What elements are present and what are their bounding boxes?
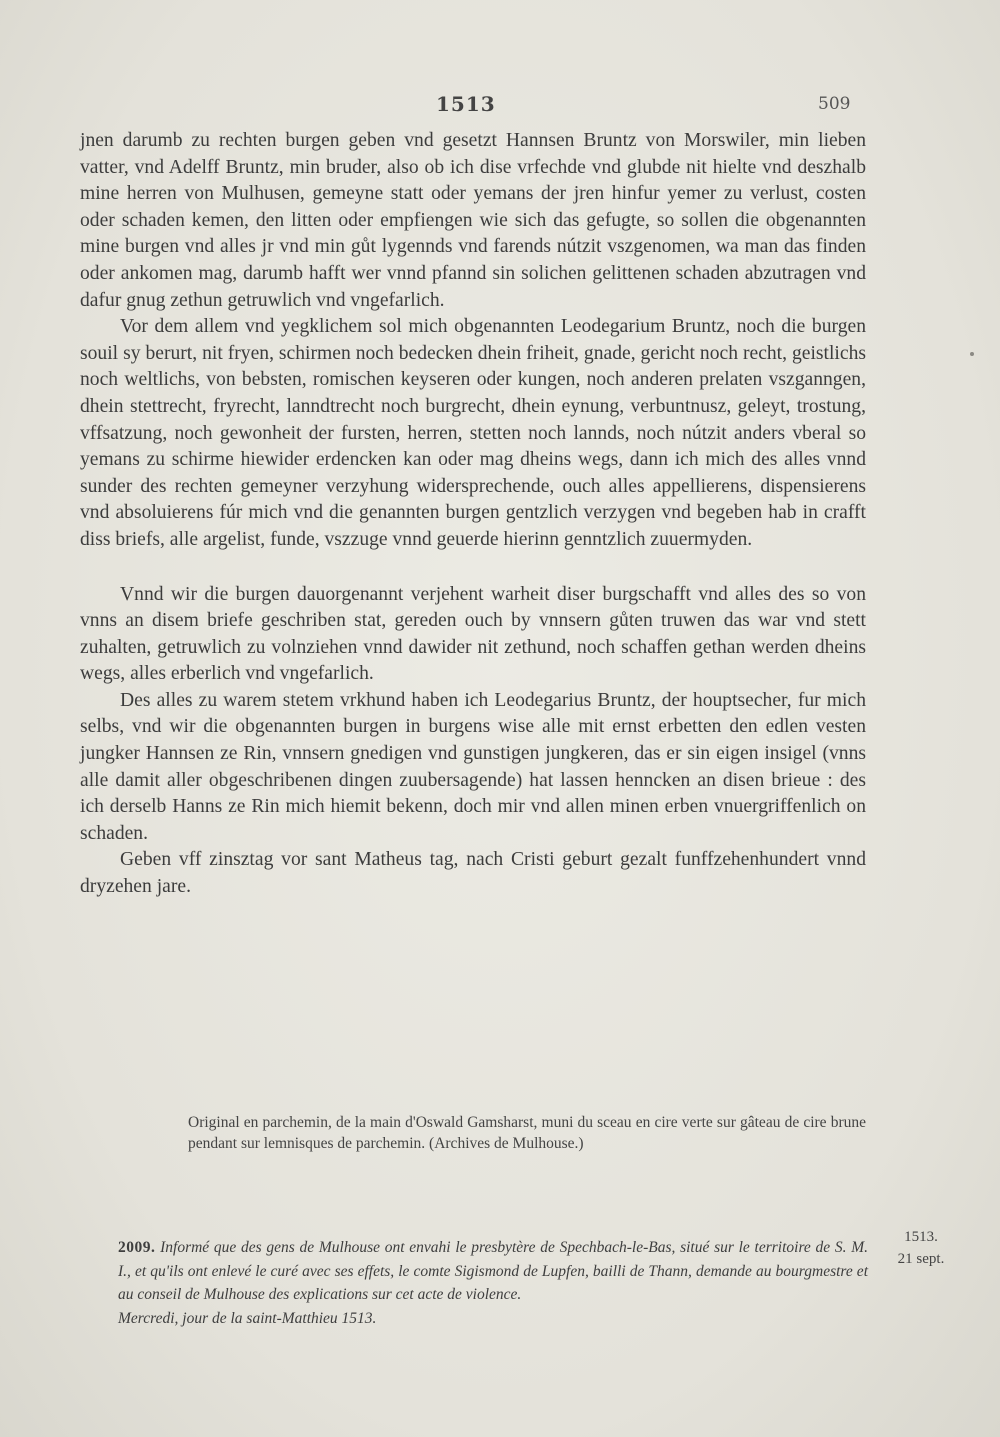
- charter-text: [80, 128, 866, 901]
- margin-date-day: 21 sept.: [897, 1251, 945, 1267]
- paragraph-dating: Geben vff zinsztag vor sant Matheus tag, nach Cristi geburt gezalt funffzehenhundert vnnd dryzehen jare.: [80, 849, 866, 898]
- entry-summary: Informé que des gens de Mulhouse ont envahi le presbytère de Spechbach-le-Bas, situé sur le territoire de S. M. I., et qu'ils ont enlevé le curé avec ses effets, le comte Sigismond de Lupfen, bailli de Thann, demande au bourgmestre et au conseil de Mulhouse des explications sur cet acte de violence.: [118, 1239, 869, 1303]
- paragraph-sealing: Des alles zu warem stetem vrkhund haben ich Leodegarius Bruntz, der houptsecher, fur mich selbs, vnd wir die obgenannten burgen in burgens wise alle mit ernst erbetten den edlen vesten jungker Hannsen ze Rin, vnnsern gnedigen vnd gunstigen jungkeren, das er sin eigen insigel (vnns alle damit aller obgeschribenen dingen zuubersagende) hat lassen henncken an disen brieue : des ich derselb Hanns ze Rin mich hiemit bekenn, doch mir vnd allen minen erben vnuergriffenlich on schaden.: [80, 689, 866, 844]
- margin-date: [886, 1226, 956, 1270]
- paragraph-sureties: Vnnd wir die burgen dauorgenannt verjehent warheit diser burgschafft vnd alles des so von vnns an disem briefe geschriben stat, gereden ouch by vnnsern gůten truwen das war vnd stett zuhalten, getruwlich zu volnziehen vnnd dawider nit zethund, noch schaffen gethan werden dheins wegs, alles erberlich vnd vngefarlich.: [80, 583, 866, 685]
- entry-number: 2009.: [118, 1239, 156, 1256]
- paragraph-continuation: jnen darumb zu rechten burgen geben vnd gesetzt Hannsen Bruntz von Morswiler, min lieben vatter, vnd Adelff Bruntz, min bruder, also ob ich dise vrfechde vnd glubde nit hielte vnd deszhalb mine herren von Mulhusen, gemeyne statt oder yemans der jren hinfur yemer zu verlust, costen oder schaden kemen, den litten oder empfiengen wie sich das gefugte, so sollen die obgenannten mine burgen vnd alles jr vnd min gůt lygennds vnd farends nútzit vszgenomen, wa man das finden oder ankomen mag, darumb hafft wer vnnd pfannd sin solichen gelittenen schaden abzutragen vnd dafur gnug zethun getruwlich vnd vngefarlich.: [80, 130, 866, 311]
- document-entry-2009: [118, 1236, 868, 1330]
- paragraph-renunciation: Vor dem allem vnd yegklichem sol mich obgenannten Leodegarium Bruntz, noch die burgen souil sy berurt, nit fryen, schirmen noch bedecken dhein friheit, gnade, gericht noch recht, geistlichs noch weltlichs, von bebsten, romischen keyseren oder kungen, noch anderen prelaten vszganngen, dhein stettrecht, fryrecht, lanndtrecht noch burgrecht, dhein eynung, verbuntnusz, geleyt, trostung, vffsatzung, noch gewonheit der fursten, herren, stetten noch lannds, noch nútzit anders vberal so yemans zu schirme hiewider erdencken kan oder mag dheins wegs, dann ich mich des alles vnnd sunder des rechten gemeyner verzyhung widersprechende, ouch alles appellierens, dispensierens vnd absoluierens fúr mich vnd die genannten burgen gentzlich verzygen vnd begeben hab in crafft diss briefs, alle argelist, funde, vszzuge vnnd geuerde hierinn genntzlich zuuermyden.: [80, 316, 866, 550]
- margin-date-year: 1513.: [904, 1229, 938, 1245]
- entry-date-line: Mercredi, jour de la saint-Matthieu 1513.: [118, 1309, 377, 1327]
- page-number: 509: [818, 94, 851, 114]
- page-header: [0, 92, 1000, 122]
- source-note: Original en parchemin, de la main d'Oswald Gamsharst, muni du sceau en cire verte sur gâteau de cire brune pendant sur lemnisques de parchemin. (Archives de Mulhouse.): [188, 1114, 866, 1152]
- paper-speck: [970, 352, 974, 356]
- running-head-year: 1513: [436, 92, 496, 116]
